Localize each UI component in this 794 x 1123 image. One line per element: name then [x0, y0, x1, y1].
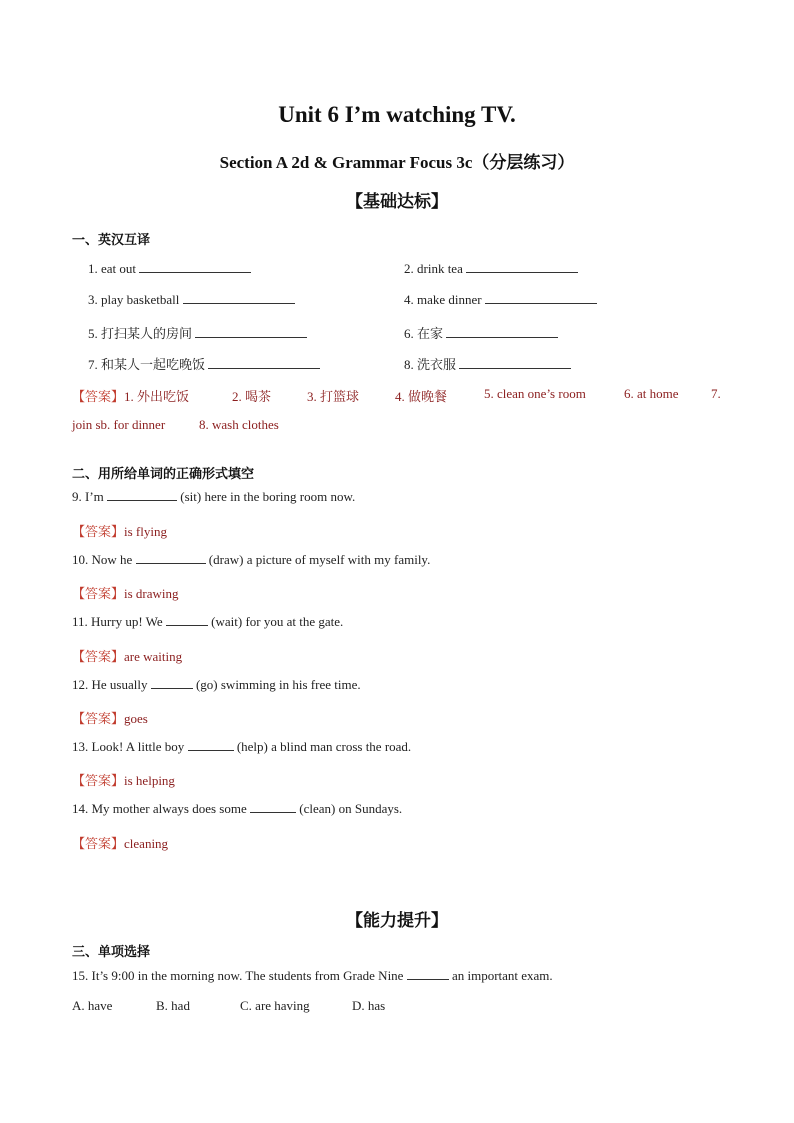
vocab-item: 6. 在家	[404, 323, 558, 342]
level-heading-advanced: 【能力提升】	[346, 911, 448, 930]
question-11: 11. Hurry up! We (wait) for you at the gate.	[72, 614, 344, 629]
section-heading-multiple-choice: 三、单项选择	[72, 945, 151, 960]
answer-text: join sb. for dinner	[72, 417, 166, 432]
vocab-item: 7. 和某人一起吃晚饭	[88, 354, 320, 373]
answer-blank[interactable]	[485, 293, 597, 304]
answer-blank[interactable]	[107, 490, 177, 501]
question-12: 12. He usually (go) swimming in his free time.	[72, 677, 361, 692]
answer-line: 【答案】is flying	[72, 524, 167, 539]
answer-line: 【答案】is drawing	[72, 586, 179, 601]
vocab-item: 2. drink tea	[404, 261, 578, 277]
option-c[interactable]: C. are having	[240, 998, 310, 1013]
vocab-item: 5. 打扫某人的房间	[88, 323, 307, 342]
answer-line-translate: 【答案】1. 外出吃饭	[72, 389, 190, 404]
answer-blank[interactable]	[136, 553, 206, 564]
answer-blank[interactable]	[208, 358, 320, 369]
vocab-item: 8. 洗衣服	[404, 354, 571, 373]
page-subtitle: Section A 2d & Grammar Focus 3c（分层练习）	[219, 153, 575, 172]
section-heading-translate: 一、英汉互译	[72, 233, 151, 248]
question-9: 9. I’m (sit) here in the boring room now.	[72, 489, 356, 504]
section-heading-fill-blank: 二、用所给单词的正确形式填空	[72, 467, 255, 482]
answer-blank[interactable]	[195, 327, 307, 338]
answer-blank[interactable]	[466, 262, 578, 273]
level-heading-basic: 【基础达标】	[346, 192, 448, 211]
answer-text: 5. clean one’s room	[484, 386, 586, 401]
answer-blank[interactable]	[183, 293, 295, 304]
option-a[interactable]: A. have	[72, 998, 113, 1013]
answer-blank[interactable]	[139, 262, 251, 273]
answer-text: 2. 喝茶	[232, 389, 272, 404]
answer-text: 4. 做晚餐	[395, 389, 448, 404]
vocab-item: 4. make dinner	[404, 292, 597, 308]
answer-text: 7.	[711, 386, 721, 401]
answer-line: 【答案】goes	[72, 711, 148, 726]
page-title: Unit 6 I’m watching TV.	[278, 102, 516, 127]
answer-text: 6. at home	[624, 386, 679, 401]
question-13: 13. Look! A little boy (help) a blind man cross the road.	[72, 739, 412, 754]
answer-blank[interactable]	[151, 678, 193, 689]
answer-blank[interactable]	[459, 358, 571, 369]
option-b[interactable]: B. had	[156, 998, 190, 1013]
answer-text: 8. wash clothes	[199, 417, 279, 432]
answer-blank[interactable]	[188, 740, 234, 751]
question-15: 15. It’s 9:00 in the morning now. The students from Grade Nine an important exam.	[72, 968, 553, 983]
answer-text: 3. 打篮球	[307, 389, 360, 404]
option-d[interactable]: D. has	[352, 998, 386, 1013]
vocab-item: 3. play basketball	[88, 292, 295, 308]
vocab-item: 1. eat out	[88, 261, 251, 277]
question-14: 14. My mother always does some (clean) on Sundays.	[72, 801, 403, 816]
answer-blank[interactable]	[407, 969, 449, 980]
answer-line: 【答案】is helping	[72, 773, 175, 788]
answer-blank[interactable]	[446, 327, 558, 338]
question-10: 10. Now he (draw) a picture of myself with my family.	[72, 552, 431, 567]
answer-line: 【答案】are waiting	[72, 649, 183, 664]
answer-line: 【答案】cleaning	[72, 836, 169, 851]
answer-blank[interactable]	[166, 615, 208, 626]
answer-blank[interactable]	[250, 802, 296, 813]
